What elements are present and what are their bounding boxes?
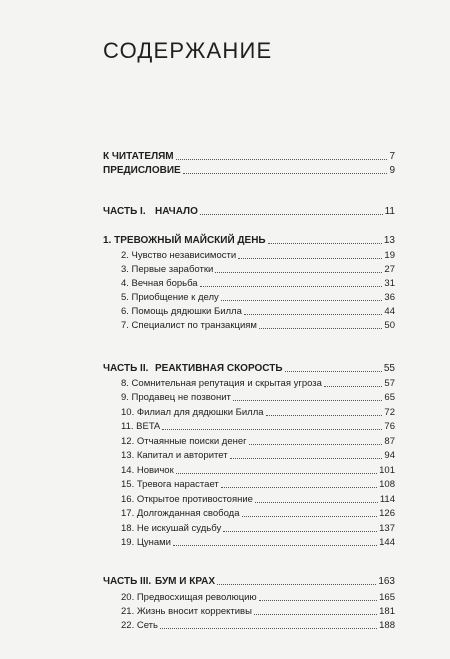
toc-page-number: 44 <box>384 306 395 317</box>
toc-entry-label: 3. Первые заработки <box>121 264 214 275</box>
toc-chapter-18[interactable] <box>121 521 395 535</box>
toc-chapter-6[interactable] <box>121 304 395 318</box>
dot-leader <box>238 258 382 259</box>
dot-leader <box>215 272 382 273</box>
toc-entry-label: 15. Тревога нарастает <box>121 479 219 490</box>
toc-page-number: 137 <box>379 523 395 534</box>
dot-leader <box>255 502 378 503</box>
toc-page-number: 163 <box>378 576 395 587</box>
toc-page-number: 36 <box>384 292 395 303</box>
toc-part-title: БУМ И КРАХ <box>155 576 216 587</box>
toc-entry-label: 21. Жизнь вносит коррективы <box>121 606 252 617</box>
toc-chapter-4[interactable] <box>121 276 395 290</box>
toc-page-number: 101 <box>379 465 395 476</box>
toc-entry-label: 17. Долгожданная свобода <box>121 508 240 519</box>
dot-leader <box>176 473 377 474</box>
toc-entry-label: 16. Открытое противостояние <box>121 494 253 505</box>
dot-leader <box>259 328 382 329</box>
toc-entry-label: 5. Приобщение к делу <box>121 292 219 303</box>
toc-chapter-1[interactable] <box>103 233 395 247</box>
dot-leader <box>217 584 376 585</box>
toc-chapter-19[interactable] <box>121 535 395 549</box>
toc-entry-label: 11. BETA <box>121 421 161 432</box>
toc-entry-label: 14. Новичок <box>121 465 174 476</box>
toc-page-number: 7 <box>389 151 395 162</box>
toc-part-number: ЧАСТЬ III. <box>103 576 152 587</box>
toc-chapter-17[interactable] <box>121 506 395 520</box>
toc-page-number: 72 <box>384 407 395 418</box>
toc-entry-label: 6. Помощь дядюшки Билла <box>121 306 242 317</box>
dot-leader <box>242 516 378 517</box>
toc-chapter-22[interactable] <box>121 618 395 632</box>
toc-entry-label: 2. Чувство независимости <box>121 250 237 261</box>
toc-page-number: 87 <box>384 436 395 447</box>
dot-leader <box>233 400 383 401</box>
toc-page-number: 65 <box>384 392 395 403</box>
toc-chapter-10[interactable] <box>121 405 395 419</box>
dot-leader <box>200 286 383 287</box>
toc-chapter-16[interactable] <box>121 492 395 506</box>
toc-chapter-20[interactable] <box>121 590 395 604</box>
toc-page-number: 188 <box>379 620 395 631</box>
dot-leader <box>230 458 383 459</box>
toc-page-number: 76 <box>384 421 395 432</box>
toc-page-number: 50 <box>384 320 395 331</box>
toc-entry-label: 18. Не искушай судьбу <box>121 523 222 534</box>
toc-chapter-21[interactable] <box>121 604 395 618</box>
toc-chapter-3[interactable] <box>121 262 395 276</box>
toc-part-title: НАЧАЛО <box>155 206 198 217</box>
dot-leader <box>221 300 383 301</box>
toc-chapter-2[interactable] <box>121 248 395 262</box>
toc-entry-label: 19. Цунами <box>121 537 171 548</box>
dot-leader <box>254 614 377 615</box>
dot-leader <box>173 545 377 546</box>
toc-entry-label: 13. Капитал и авторитет <box>121 450 228 461</box>
toc-entry-label: 9. Продавец не позвонит <box>121 392 231 403</box>
toc-page-number: 57 <box>384 378 395 389</box>
dot-leader <box>324 386 383 387</box>
dot-leader <box>162 429 382 430</box>
dot-leader <box>259 600 378 601</box>
dot-leader <box>221 487 377 488</box>
toc-chapter-11[interactable] <box>121 419 395 433</box>
toc-part-2[interactable] <box>103 361 395 375</box>
toc-entry-label: 22. Сеть <box>121 620 158 631</box>
toc-part-1[interactable] <box>103 204 395 218</box>
toc-entry-label: 12. Отчаянные поиски денег <box>121 436 247 447</box>
toc-entry-label: 20. Предвосхищая революцию <box>121 592 257 603</box>
toc-part-label <box>103 363 283 375</box>
dot-leader <box>249 444 383 445</box>
toc-chapter-7[interactable] <box>121 318 395 332</box>
toc-entry-label: ПРЕДИСЛОВИЕ <box>103 165 181 176</box>
toc-entry-label: 10. Филиал для дядюшки Билла <box>121 407 264 418</box>
toc-chapter-12[interactable] <box>121 434 395 448</box>
dot-leader <box>244 314 383 315</box>
dot-leader <box>200 214 383 215</box>
toc-page-number: 11 <box>384 206 395 217</box>
toc-chapter-13[interactable] <box>121 448 395 462</box>
dot-leader <box>176 159 388 160</box>
toc-page-number: 144 <box>379 537 395 548</box>
page-title: СОДЕРЖАНИЕ <box>103 38 273 63</box>
toc-chapter-15[interactable] <box>121 477 395 491</box>
toc-page-number: 108 <box>379 479 395 490</box>
toc-page-number: 126 <box>379 508 395 519</box>
toc-chapter-14[interactable] <box>121 463 395 477</box>
toc-chapter-8[interactable] <box>121 376 395 390</box>
dot-leader <box>160 628 377 629</box>
toc-page-number: 9 <box>389 165 395 176</box>
dot-leader <box>268 243 382 244</box>
toc-page-number: 94 <box>384 450 395 461</box>
toc-part-number: ЧАСТЬ I. <box>103 206 146 217</box>
toc-page-number: 165 <box>379 592 395 603</box>
toc-part-number: ЧАСТЬ II. <box>103 363 149 374</box>
toc-chapter-5[interactable] <box>121 290 395 304</box>
toc-part-label <box>103 576 215 588</box>
toc-entry-label: 7. Специалист по транзакциям <box>121 320 257 331</box>
toc-page-number: 27 <box>384 264 395 275</box>
toc-part-title: РЕАКТИВНАЯ СКОРОСТЬ <box>155 363 283 374</box>
toc-entry-label: 4. Вечная борьба <box>121 278 198 289</box>
dot-leader <box>223 531 377 532</box>
toc-page-number: 55 <box>383 363 395 374</box>
dot-leader <box>183 173 388 174</box>
dot-leader <box>266 415 383 416</box>
toc-page-number: 114 <box>379 494 395 505</box>
toc-part-3[interactable] <box>103 574 395 588</box>
toc-page-number: 13 <box>383 235 395 246</box>
toc-page-number: 19 <box>384 250 395 261</box>
toc-entry-label: К ЧИТАТЕЛЯМ <box>103 151 174 162</box>
toc-entry-preface[interactable] <box>103 163 395 177</box>
toc-entry-label: 8. Сомнительная репутация и скрытая угроза <box>121 378 322 389</box>
dot-leader <box>285 371 382 372</box>
toc-entry-to-readers[interactable] <box>103 149 395 163</box>
toc-chapter-9[interactable] <box>121 390 395 404</box>
toc-part-label <box>103 206 198 218</box>
toc-page-number: 31 <box>384 278 395 289</box>
toc-page-number: 181 <box>379 606 395 617</box>
toc-entry-label: 1. ТРЕВОЖНЫЙ МАЙСКИЙ ДЕНЬ <box>103 235 266 246</box>
